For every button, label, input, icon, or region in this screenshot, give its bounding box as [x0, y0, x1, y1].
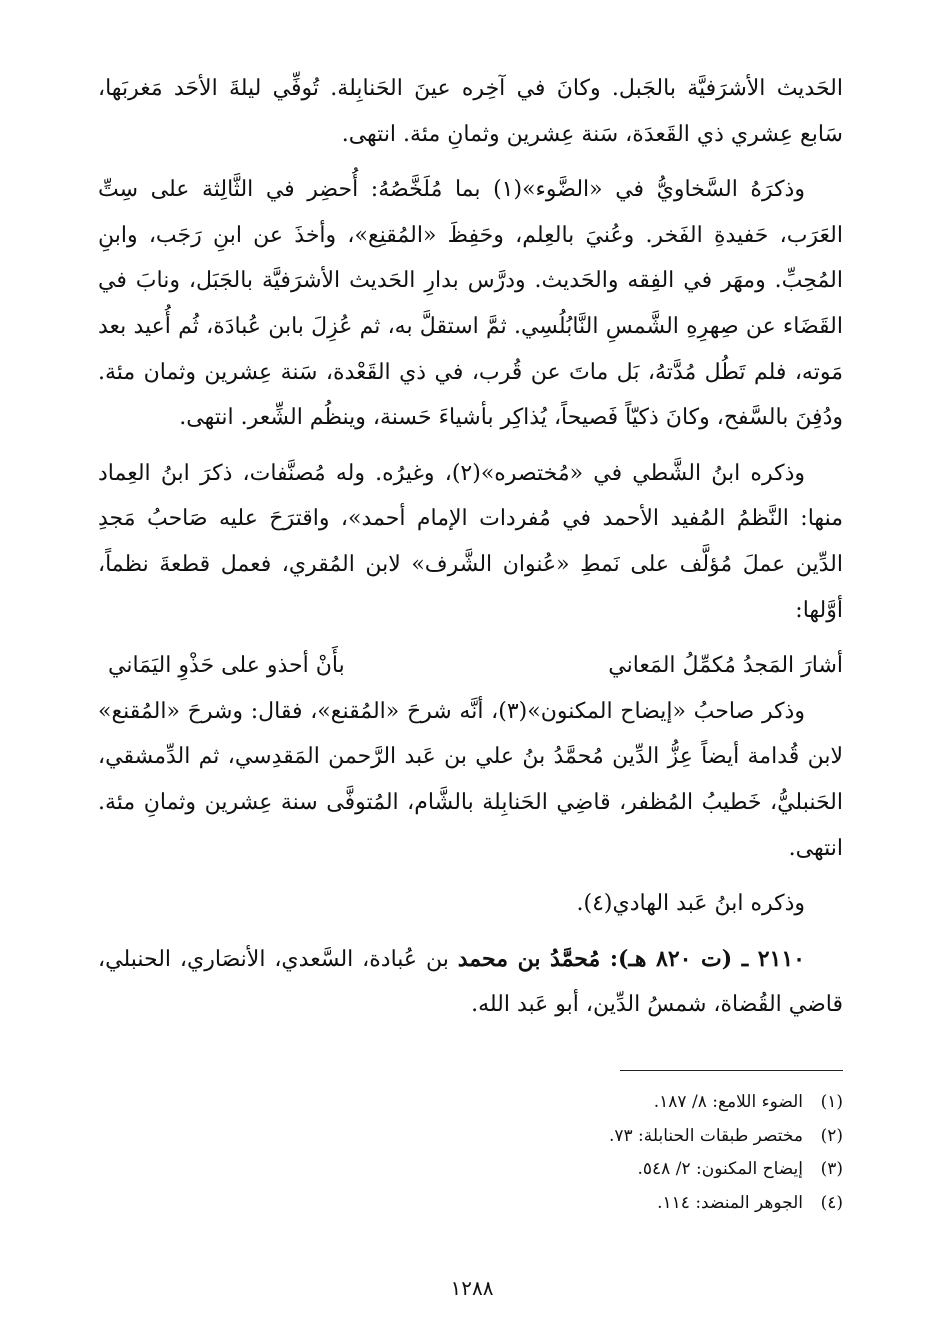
page-body [98, 66, 843, 1028]
biography-entry [98, 937, 843, 1028]
entry-text: بن عُبادة، السَّعدي، الأنصَاري، الحنبلي، قاضي القُضاة، شمسُ الدِّين، أبو عَبد الله. [98, 946, 843, 1018]
entry-heading: ٢١١٠ ـ (ت ٨٢٠ هـ): مُحمَّدُ بن محمد [457, 945, 805, 972]
footnote-number: (٢) [820, 1125, 843, 1146]
paragraph-ibn-shatti: وذكره ابنُ الشَّطي في «مُختصره»(٢)، وغيرُه. وله مُصنَّفات، ذكرَ ابنُ العِماد منها: النَّظمُ المُفيد الأحمد في مُفردات الإمام أحمد»، واقترَحَ عليه صَاحبُ مَجدِ الدِّين عملَ مُؤلَّف على نَمطِ «عُنوان الشَّرف» لابن المُقري، فعمل قطعةَ نظماً، أوَّلها: [98, 460, 843, 623]
footnote-text: إيضاح المكنون: ٢/ ٥٤٨. [637, 1159, 803, 1179]
footnote-text: مختصر طبقات الحنابلة: ٧٣. [608, 1125, 803, 1146]
footnote-item [98, 1120, 843, 1154]
poem-verse [98, 643, 843, 689]
paragraph-continuation: الحَديث الأشرَفيَّة بالجَبل. وكانَ في آخِره عينَ الحَنابِلة. تُوفِّي ليلةَ الأحَد مَغربَها، سَابع عِشري ذي القَعدَة، سَنة عِشرين وثمانِ مئة. انتهى. [98, 76, 843, 147]
page-number: ١٢٨٨ [450, 1276, 494, 1300]
verse-first-hemistich: أشارَ المَجدُ مُكمِّلُ المَعاني [608, 653, 843, 679]
paragraph-ibn-abd-al-hadi: وذكره ابنُ عَبد الهادي(٤). [576, 891, 805, 917]
footnote-number: (٣) [820, 1159, 843, 1179]
footnote-text: الضوء اللامع: ٨/ ١٨٧. [653, 1092, 803, 1112]
paragraph-idah-al-maknun: وذكر صاحبُ «إيضاح المكنون»(٣)، أنَّه شرحَ «المُقنع»، فقال: وشرحَ «المُقنع» لابن قُدامة أيضاً عِزُّ الدِّين مُحمَّدُ بنُ علي بن عَبد الرَّحمن المَقدِسي، ثم الدِّمشقي، الحَنبليُّ، خَطيبُ المُظفر، قاضِي الحَنابِلة بالشَّام، المُتوفَّى سنة عِشرين وثمانِ مئة. انتهى. [98, 698, 843, 861]
footnote-number: (١) [820, 1092, 843, 1112]
verse-second-hemistich: بأَنْ أحذو على حَذْوِ اليَمَاني [108, 653, 345, 679]
footnote-item [98, 1153, 843, 1187]
footnote-number: (٤) [820, 1192, 843, 1213]
footnotes [98, 1086, 843, 1220]
footnote-separator [620, 1070, 843, 1071]
paragraph-sakhawi: وذكرَهُ السَّخاويُّ في «الضَّوء»(١) بما مُلَخَّصُهُ: أُحضِر في الثَّالِثة على سِتِّ العَرَب، حَفيدةِ الفَخر. وعُنيَ بالعِلم، وحَفِظَ «المُقنِع»، وأخذَ عن ابنِ رَجَب، وابنِ المُحِبِّ. ومهَر في الفِقه والحَديث. ودرَّس بدارِ الحَديث الأشرَفيَّة بالجَبَل، ونابَ في القَضَاء عن صِهرِهِ الشَّمسِ النَّابُلُسِي. ثمَّ استقلَّ به، ثم عُزِلَ بابن عُبادَة، ثُم أُعيد بعد مَوته، فلم تَطُل مُدَّتهُ، بَل ماتَ عن قُرب، في ذي القَعْدة، سَنة عِشرين وثمان مئة. ودُفِنَ بالسَّفح، وكانَ ذكيّاً فَصيحاً، يُذاكِر بأشياءَ حَسنة، وينظُم الشِّعر. انتهى. [98, 177, 843, 431]
footnote-text: الجوهر المنضد: ١١٤. [657, 1192, 803, 1213]
footnote-item [98, 1187, 843, 1221]
footnote-item [98, 1086, 843, 1120]
